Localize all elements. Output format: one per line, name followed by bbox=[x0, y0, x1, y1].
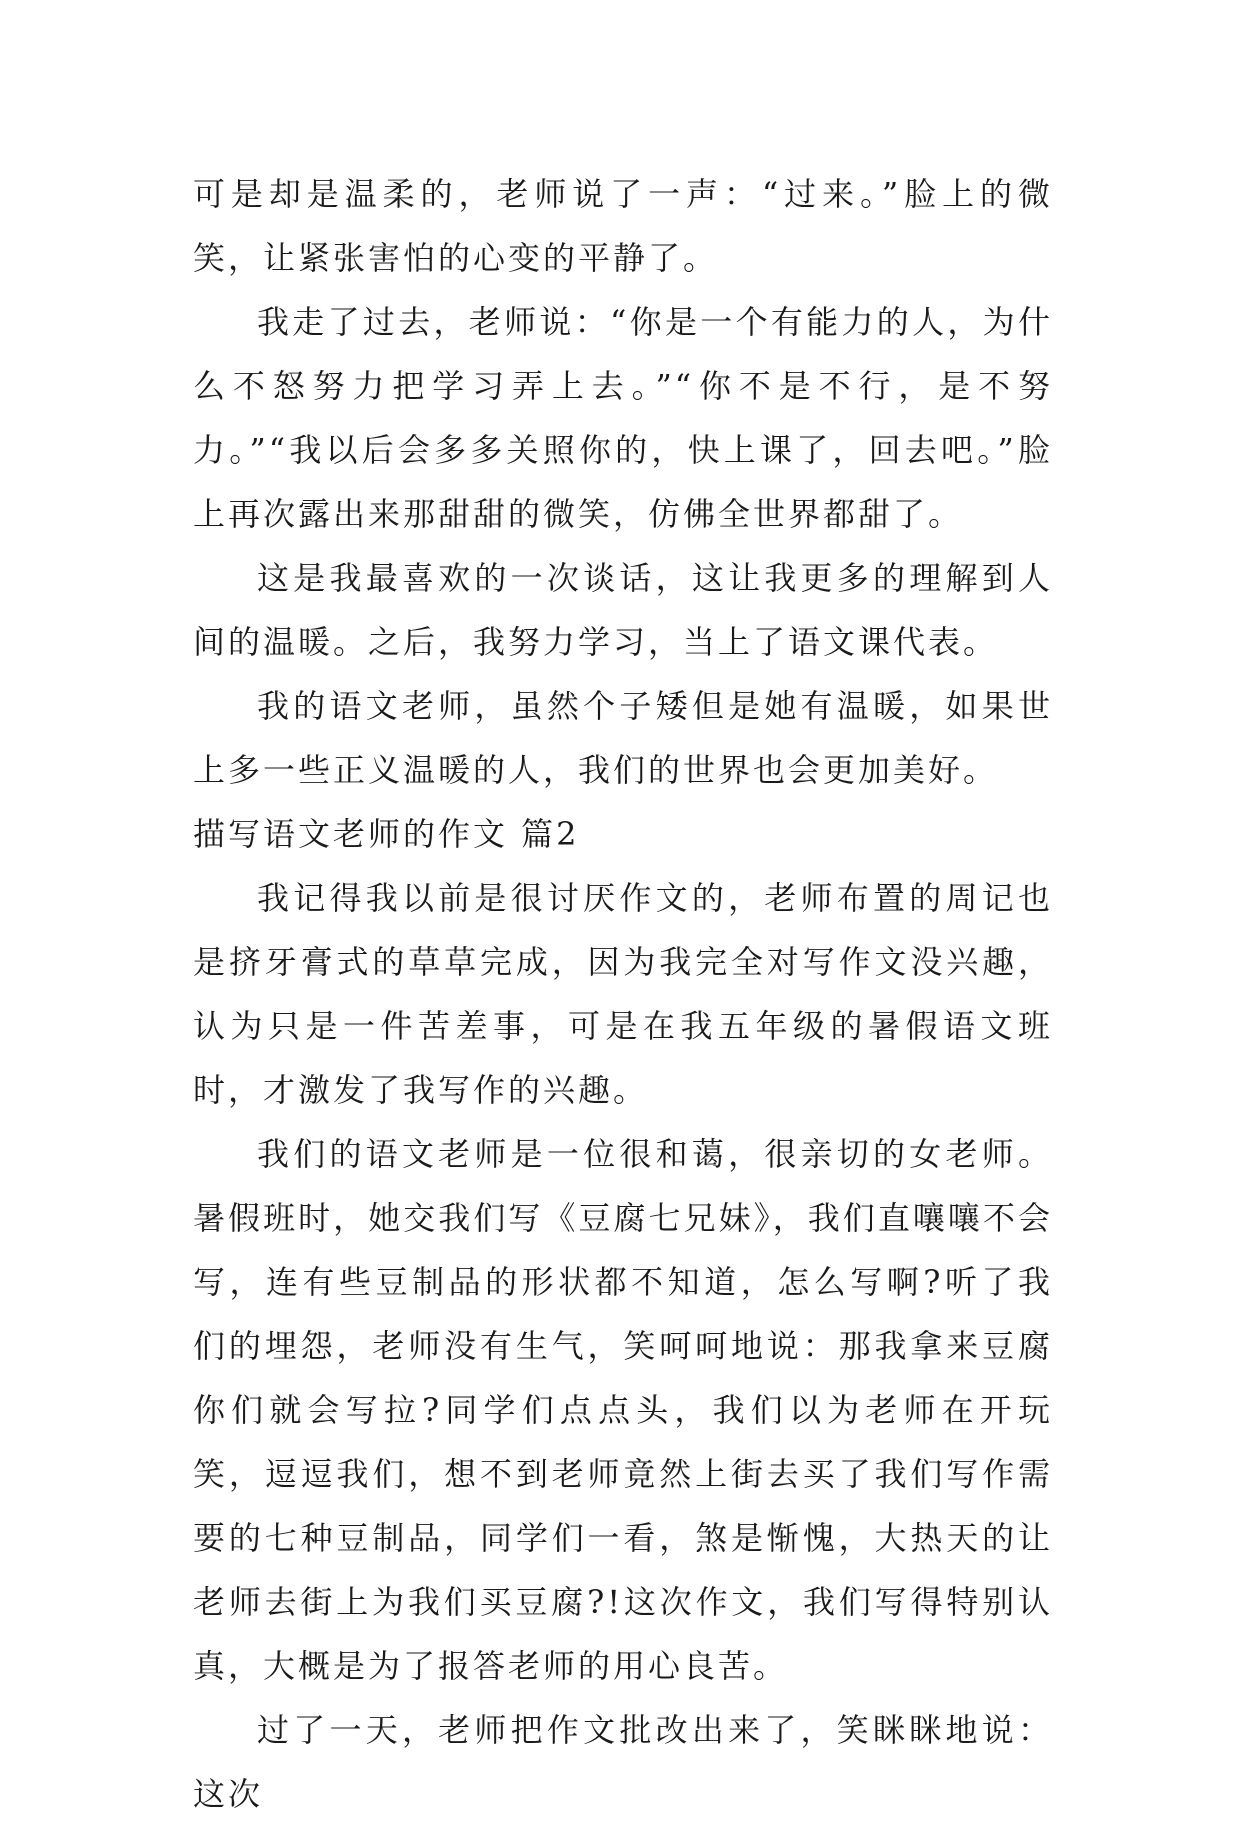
paragraph-1: 可是却是温柔的，老师说了一声：“过来。”脸上的微笑，让紧张害怕的心变的平静了。 bbox=[193, 175, 1053, 277]
document-body bbox=[193, 162, 1053, 1826]
paragraph-7: 过了一天，老师把作文批改出来了，笑眯眯地说：这次 bbox=[193, 1711, 1053, 1813]
paragraph-4: 我的语文老师，虽然个子矮但是她有温暖，如果世上多一些正义温暖的人，我们的世界也会更加美好。 bbox=[193, 687, 1053, 789]
section-heading: 描写语文老师的作文 篇2 bbox=[193, 815, 580, 853]
paragraph-3: 这是我最喜欢的一次谈话，这让我更多的理解到人间的温暖。之后，我努力学习，当上了语文课代表。 bbox=[193, 559, 1053, 661]
paragraph-5: 我记得我以前是很讨厌作文的，老师布置的周记也是挤牙膏式的草草完成，因为我完全对写作文没兴趣，认为只是一件苦差事，可是在我五年级的暑假语文班时，才激发了我写作的兴趣。 bbox=[193, 879, 1053, 1109]
paragraph-2: 我走了过去，老师说：“你是一个有能力的人，为什么不怒努力把学习弄上去。”“你不是不行，是不努力。”“我以后会多多关照你的，快上课了，回去吧。”脸上再次露出来那甜甜的微笑，仿佛全世界都甜了。 bbox=[193, 303, 1053, 533]
paragraph-6: 我们的语文老师是一位很和蔼，很亲切的女老师。暑假班时，她交我们写《豆腐七兄妹》，我们直嚷嚷不会写，连有些豆制品的形状都不知道，怎么写啊?听了我们的埋怨，老师没有生气，笑呵呵地说：那我拿来豆腐你们就会写拉?同学们点点头，我们以为老师在开玩笑，逗逗我们，想不到老师竟然上街去买了我们写作需要的七种豆制品，同学们一看，煞是惭愧，大热天的让老师去街上为我们买豆腐?!这次作文，我们写得特别认真，大概是为了报答老师的用心良苦。 bbox=[193, 1135, 1053, 1685]
